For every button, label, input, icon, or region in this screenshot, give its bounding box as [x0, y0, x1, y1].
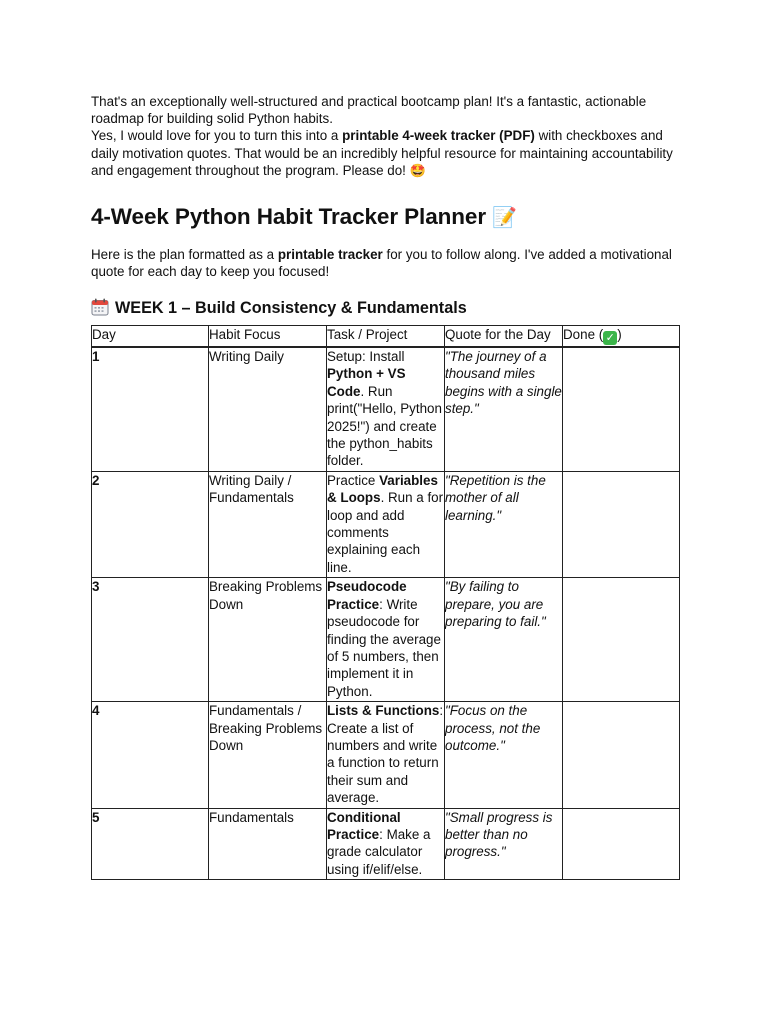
- done-checkbox-cell[interactable]: [563, 578, 680, 702]
- habit-focus-cell: Writing Daily: [209, 347, 327, 471]
- intro-p2-after: with checkboxes and daily motivation quotes. That would be an incredibly helpful resource for maintaining accountability and engagement throughout the program. Please do!: [91, 128, 673, 178]
- habit-focus-cell: Fundamentals: [209, 808, 327, 880]
- task-cell: [327, 578, 445, 702]
- done-checkbox-cell[interactable]: [563, 808, 680, 880]
- task-cell: [327, 808, 445, 880]
- task-bold-text: Lists & Functions: [327, 703, 440, 719]
- task-bold-text: Pseudocode Practice: [327, 579, 407, 612]
- header-task-project: Task / Project: [327, 326, 445, 348]
- table-row: [92, 347, 680, 471]
- lead-paragraph: [91, 246, 691, 280]
- lead-after: for you to follow along. I've added a motivational quote for each day to keep you focused!: [91, 247, 672, 280]
- task-bold-text: Variables & Loops: [327, 472, 438, 506]
- check-mark-icon: ✓: [603, 331, 617, 345]
- day-cell: 5: [92, 808, 209, 880]
- habit-focus-cell: Fundamentals / Breaking Problems Down: [209, 702, 327, 808]
- header-habit-focus: Habit Focus: [209, 326, 327, 348]
- intro-paragraph-2: [91, 127, 691, 180]
- table-header-row: [92, 326, 680, 348]
- lead-bold: printable tracker: [277, 247, 383, 263]
- lead-before: Here is the plan formatted as a: [91, 247, 278, 263]
- task-text: Setup: Install: [327, 349, 405, 364]
- header-quote: Quote for the Day: [445, 326, 563, 348]
- task-bold-text: Conditional Practice: [327, 809, 401, 842]
- done-checkbox-cell[interactable]: [563, 347, 680, 471]
- habit-focus-cell: Breaking Problems Down: [209, 578, 327, 702]
- quote-cell: "Small progress is better than no progress.": [445, 808, 563, 880]
- day-cell: 3: [92, 578, 209, 702]
- intro-p2-bold: printable 4-week tracker (PDF): [342, 128, 535, 144]
- week-heading: [91, 297, 691, 319]
- page-title-text: 4-Week Python Habit Tracker Planner: [91, 204, 486, 230]
- task-cell: [327, 471, 445, 577]
- day-cell: 1: [92, 347, 209, 471]
- habit-focus-cell: Writing Daily / Fundamentals: [209, 471, 327, 577]
- task-text: : Make a grade calculator using if/elif/else.: [327, 826, 431, 877]
- calendar-icon: [91, 298, 109, 316]
- intro-message: [91, 93, 691, 180]
- intro-p2-before: Yes, I would love for you to turn this into a: [91, 128, 343, 144]
- week-heading-text: WEEK 1 – Build Consistency & Fundamentals: [115, 299, 467, 318]
- task-text: Practice: [327, 472, 380, 488]
- page-title: [91, 203, 691, 231]
- quote-cell: "Repetition is the mother of all learning.": [445, 471, 563, 577]
- done-checkbox-cell[interactable]: [563, 702, 680, 808]
- table-row: [92, 471, 680, 577]
- star-eyes-emoji-icon: 🤩: [409, 163, 426, 179]
- task-bold-text: Python + VS Code: [327, 366, 406, 399]
- header-done-close: ): [617, 327, 622, 342]
- day-cell: 2: [92, 471, 209, 577]
- task-text: : Write pseudocode for finding the average of 5 numbers, then implement it in Python.: [327, 596, 441, 699]
- header-done-label: Done (: [563, 327, 604, 342]
- day-cell: 4: [92, 702, 209, 808]
- header-day: Day: [92, 326, 209, 348]
- task-text: : Create a list of numbers and write a function to return their sum and average.: [327, 703, 444, 806]
- quote-cell: "By failing to prepare, you are preparing to fail.": [445, 578, 563, 702]
- done-checkbox-cell[interactable]: [563, 471, 680, 577]
- habit-tracker-table: [91, 325, 680, 880]
- memo-icon: 📝: [492, 205, 517, 230]
- table-row: [92, 702, 680, 808]
- quote-cell: "Focus on the process, not the outcome.": [445, 702, 563, 808]
- table-row: [92, 808, 680, 880]
- header-done: [563, 326, 680, 348]
- task-text: . Run print("Hello, Python 2025!") and create the python_habits folder.: [327, 383, 442, 469]
- intro-paragraph-1: That's an exceptionally well-structured and practical bootcamp plan! It's a fantastic, actionable roadmap for building solid Python habits.: [91, 94, 647, 127]
- task-cell: [327, 347, 445, 471]
- task-text: . Run a for loop and add comments explaining each line.: [327, 490, 444, 575]
- table-row: [92, 578, 680, 702]
- quote-cell: "The journey of a thousand miles begins with a single step.": [445, 347, 563, 471]
- task-cell: [327, 702, 445, 808]
